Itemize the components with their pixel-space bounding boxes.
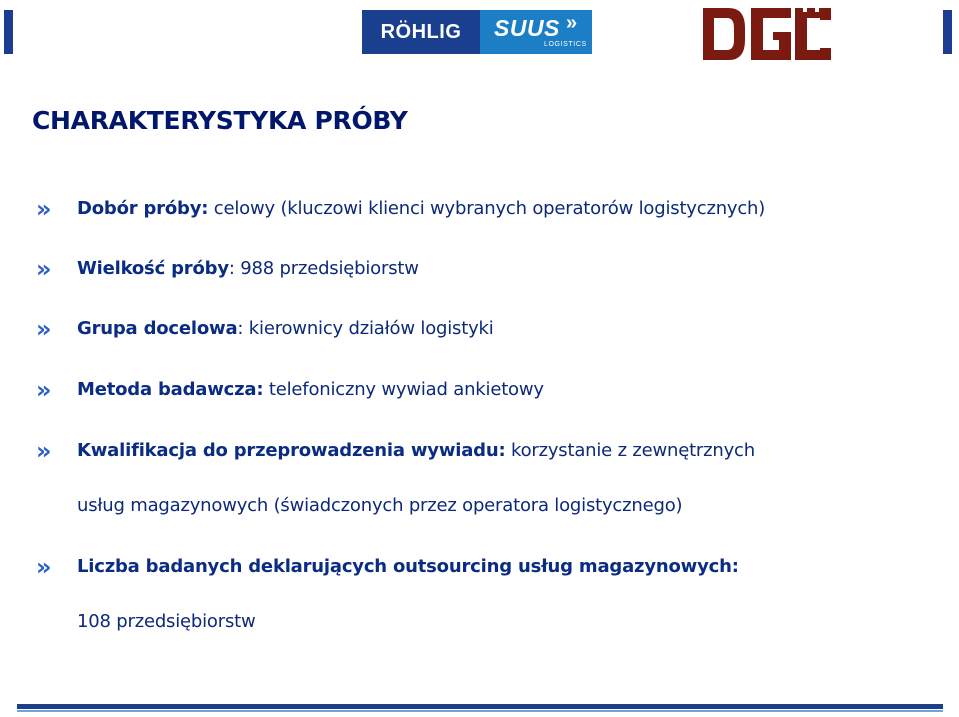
suus-logo-text: SUUS <box>494 15 560 41</box>
bullet-value: : 988 przedsiębiorstw <box>228 258 419 279</box>
bullet-label: Kwalifikacja do przeprowadzenia wywiadu: <box>77 440 506 461</box>
chevron-bullet-icon: » <box>36 553 52 581</box>
chevron-bullet-icon: » <box>36 315 52 343</box>
bullet-label: Wielkość próby <box>77 258 229 279</box>
bullet-qualification-continuation: usług magazynowych (świadczonych przez operatora logistycznego) <box>77 495 683 516</box>
suus-logo-panel <box>480 10 592 54</box>
chevron-bullet-icon: » <box>36 195 52 223</box>
bullet-label: Dobór próby: <box>77 198 209 219</box>
bullet-label: Metoda badawcza: <box>77 379 264 400</box>
chevron-bullet-icon: » <box>36 437 52 465</box>
dgc-logo-notch-left <box>803 4 807 12</box>
bullet-target-group <box>36 315 494 343</box>
dgc-logo-letter-c <box>795 8 831 60</box>
dgc-logo-letter-d <box>703 8 745 60</box>
left-accent-bar <box>4 10 13 54</box>
bullet-sample-size <box>36 255 419 283</box>
suus-logo-mark: » <box>566 12 578 34</box>
bullet-value: telefoniczny wywiad ankietowy <box>263 379 544 400</box>
right-accent-bar <box>943 10 952 54</box>
dgc-logo <box>703 4 833 64</box>
chevron-bullet-icon: » <box>36 376 52 404</box>
bullet-value: celowy (kluczowi klienci wybranych operatorów logistycznych) <box>208 198 766 219</box>
bullet-value: korzystanie z zewnętrznych <box>505 440 755 461</box>
bullet-research-method <box>36 376 544 404</box>
bullet-label: Liczba badanych deklarujących outsourcing usług magazynowych: <box>77 556 739 577</box>
bullet-label: Grupa docelowa <box>77 318 238 339</box>
bullet-qualification <box>36 437 755 465</box>
suus-logo-subtitle: LOGISTICS <box>544 41 587 48</box>
dgc-logo-letter-g <box>751 8 791 60</box>
rohlig-logo-text: RÖHLIG <box>362 10 480 54</box>
chevron-bullet-icon: » <box>36 255 52 283</box>
slide-title: CHARAKTERYSTYKA PRÓBY <box>32 106 408 135</box>
bullet-sample-selection <box>36 195 765 223</box>
bullet-outsourcing-count <box>36 553 739 581</box>
dgc-logo-notch-right <box>815 4 819 12</box>
footer-rule-dark <box>17 704 943 709</box>
footer-rule-light <box>17 710 943 712</box>
bullet-outsourcing-continuation: 108 przedsiębiorstw <box>77 611 256 632</box>
bullet-value: : kierownicy działów logistyki <box>237 318 494 339</box>
rohlig-suus-logo <box>362 10 592 54</box>
